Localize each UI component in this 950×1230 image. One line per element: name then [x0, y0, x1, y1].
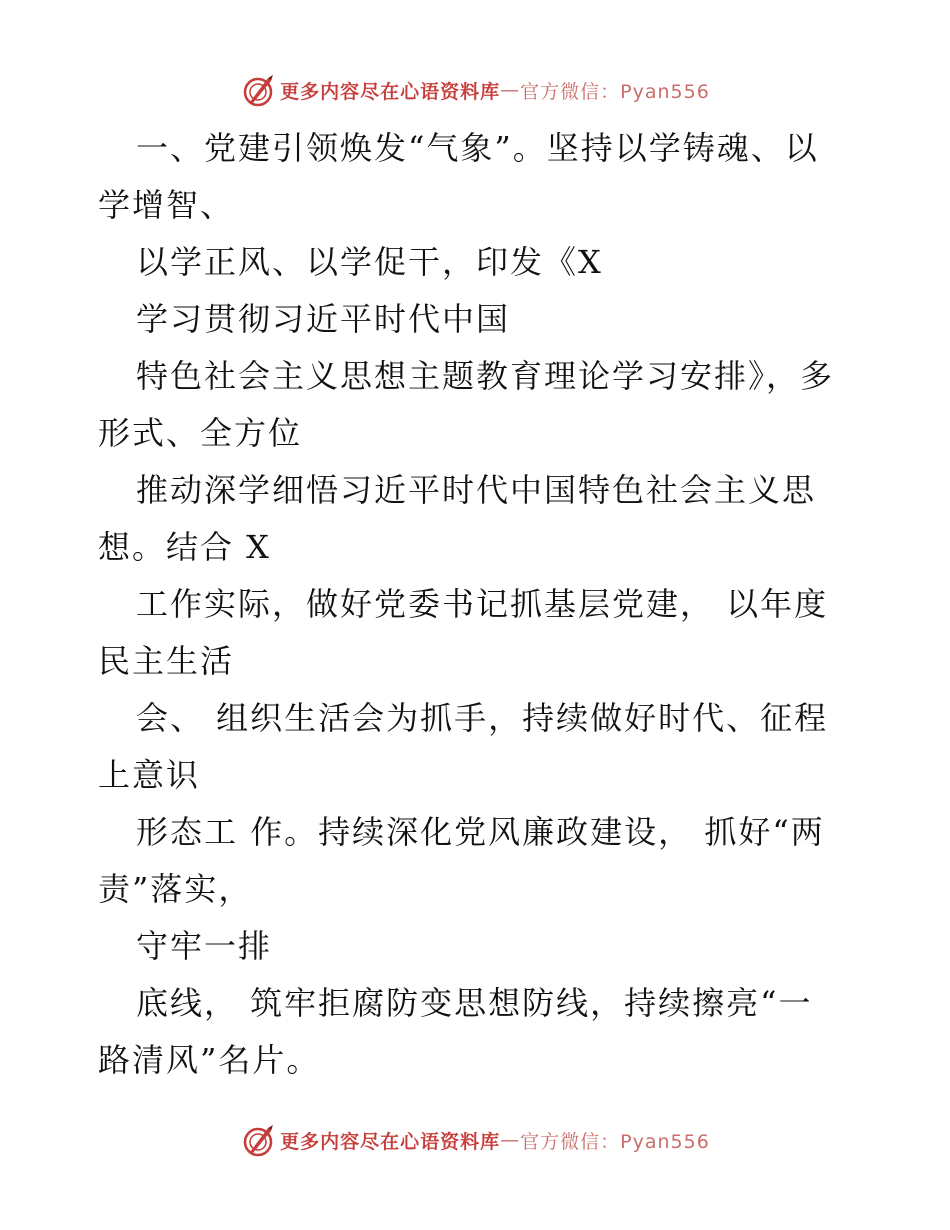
- paragraph-line: 特色社会主义思想主题教育理论学习安排》，多 形式、全方位: [98, 357, 835, 452]
- footer-watermark: [0, 1120, 950, 1160]
- watermark-sub-text: 官方微信：Pyan556: [520, 1130, 710, 1153]
- paragraph-line: 学习贯彻习近平时代中国: [136, 300, 511, 338]
- paragraph-line: 底线， 筑牢拒腐防变思想防线，持续擦亮“一 路清风”名片。: [98, 984, 813, 1079]
- paragraph-line: 工作实际，做好党委书记抓基层党建， 以年度 民主生活: [98, 585, 829, 680]
- watermark-main-text: 更多内容尽在心语资料库: [280, 1130, 501, 1153]
- watermark-dash: —: [500, 79, 521, 101]
- paragraph-line: 守牢一排: [136, 927, 273, 965]
- paragraph-line: 形态工 作。持续深化党风廉政建设， 抓好“两 责”落实，: [98, 813, 825, 908]
- watermark-main-text: 更多内容尽在心语资料库: [280, 80, 501, 103]
- watermark-dash: —: [500, 1129, 521, 1151]
- document-body: [98, 120, 858, 1089]
- paragraph-line: 一、党建引领焕发“气象”。坚持以学铸魂、以 学增智、: [98, 129, 819, 224]
- paragraph-line: 推动深学细悟习近平时代中国特色社会主义思 想。结合 X: [98, 471, 817, 566]
- quill-logo-icon: [240, 1122, 276, 1158]
- watermark-sub-text: 官方微信：Pyan556: [520, 80, 710, 103]
- header-watermark: [0, 70, 950, 110]
- paragraph-line: 会、 组织生活会为抓手，持续做好时代、征程 上意识: [98, 699, 829, 794]
- paragraph-line: 以学正风、以学促干，印发《X: [136, 243, 603, 281]
- quill-logo-icon: [240, 72, 276, 108]
